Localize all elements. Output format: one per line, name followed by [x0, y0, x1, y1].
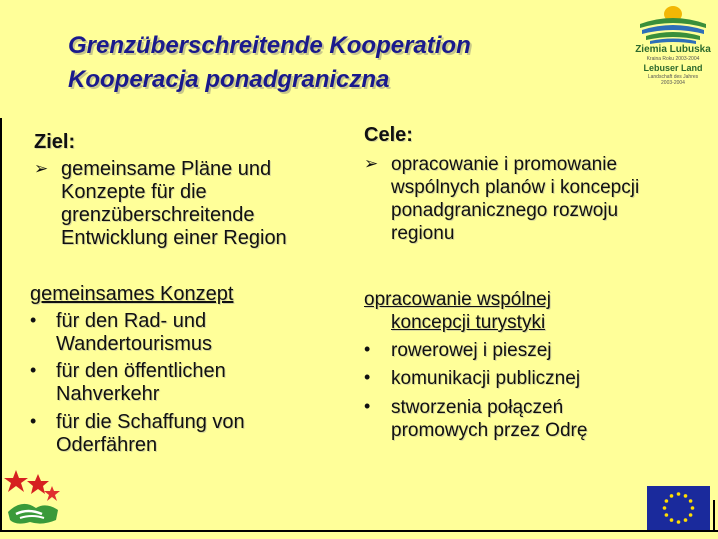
- left-concept-heading: gemeinsames Konzept: [30, 283, 234, 305]
- handshake-flowers-logo: [2, 468, 62, 530]
- right-concept-heading-line-1: opracowanie wspólnej: [364, 289, 551, 310]
- right-heading: Cele:: [364, 124, 413, 146]
- slide-title-polish: Kooperacja ponadgraniczna: [68, 66, 390, 93]
- right-goal-line-2: wspólnych planów i koncepcji: [391, 177, 640, 198]
- left-goal-line-4: Entwicklung einer Region: [61, 227, 287, 249]
- left-bullet-3-line-2: Oderfähren: [56, 434, 158, 456]
- logo-text-years: 2003-2004: [661, 80, 685, 86]
- right-concept-heading-line-2: koncepcji turystyki: [391, 312, 546, 333]
- logo-text-landschaft: Landschaft des Jahres: [647, 74, 699, 80]
- left-bullet-3-line-1: für die Schaffung von: [56, 411, 245, 433]
- logo-text-kraina: Kraina Roku 2003-2004: [646, 56, 700, 62]
- right-goal-line-1: opracowanie i promowanie: [391, 154, 618, 175]
- left-goal-line-3: grenzüberschreitende: [61, 204, 255, 226]
- logo-text-ziemia-lubuska: Ziemia Lubuska: [635, 44, 711, 55]
- left-heading: Ziel:: [34, 131, 76, 153]
- left-bullet-1-line-1: für den Rad- und: [56, 310, 207, 332]
- bullet-dot-icon: •: [364, 339, 371, 359]
- arrow-bullet-icon: ➢: [34, 159, 49, 178]
- landscape-icon: [630, 2, 716, 46]
- bullet-dot-icon: •: [30, 411, 37, 431]
- left-bullet-2-line-2: Nahverkehr: [56, 383, 160, 405]
- right-bullet-3-line-1: stworzenia połączeń: [391, 397, 564, 418]
- logo-text-lebuser-land: Lebuser Land: [643, 63, 703, 73]
- right-goal-line-4: regionu: [391, 223, 455, 244]
- right-goal-line-3: ponadgranicznego rozwoju: [391, 200, 619, 221]
- left-goal-line-1: gemeinsame Pläne und: [61, 158, 272, 180]
- bullet-dot-icon: •: [30, 310, 37, 330]
- right-bullet-3-line-2: promowych przez Odrę: [391, 420, 588, 441]
- right-bullet-2-line-1: komunikacji publicznej: [391, 368, 581, 389]
- eu-stars-icon: [647, 486, 710, 530]
- left-bullet-2-line-1: für den öffentlichen: [56, 360, 226, 382]
- right-bullet-1-line-1: rowerowej i pieszej: [391, 340, 552, 361]
- frame-bottom-border: [0, 530, 718, 532]
- bullet-dot-icon: •: [30, 360, 37, 380]
- eu-flag-icon: [647, 486, 710, 530]
- frame-right-border: [713, 500, 715, 532]
- left-bullet-1-line-2: Wandertourismus: [56, 333, 212, 355]
- arrow-bullet-icon: ➢: [364, 154, 379, 173]
- ziemia-lubuska-logo: [630, 2, 716, 88]
- bullet-dot-icon: •: [364, 396, 371, 416]
- slide-title-german: Grenzüberschreitende Kooperation: [68, 32, 471, 59]
- bullet-dot-icon: •: [364, 367, 371, 387]
- left-goal-line-2: Konzepte für die: [61, 181, 207, 203]
